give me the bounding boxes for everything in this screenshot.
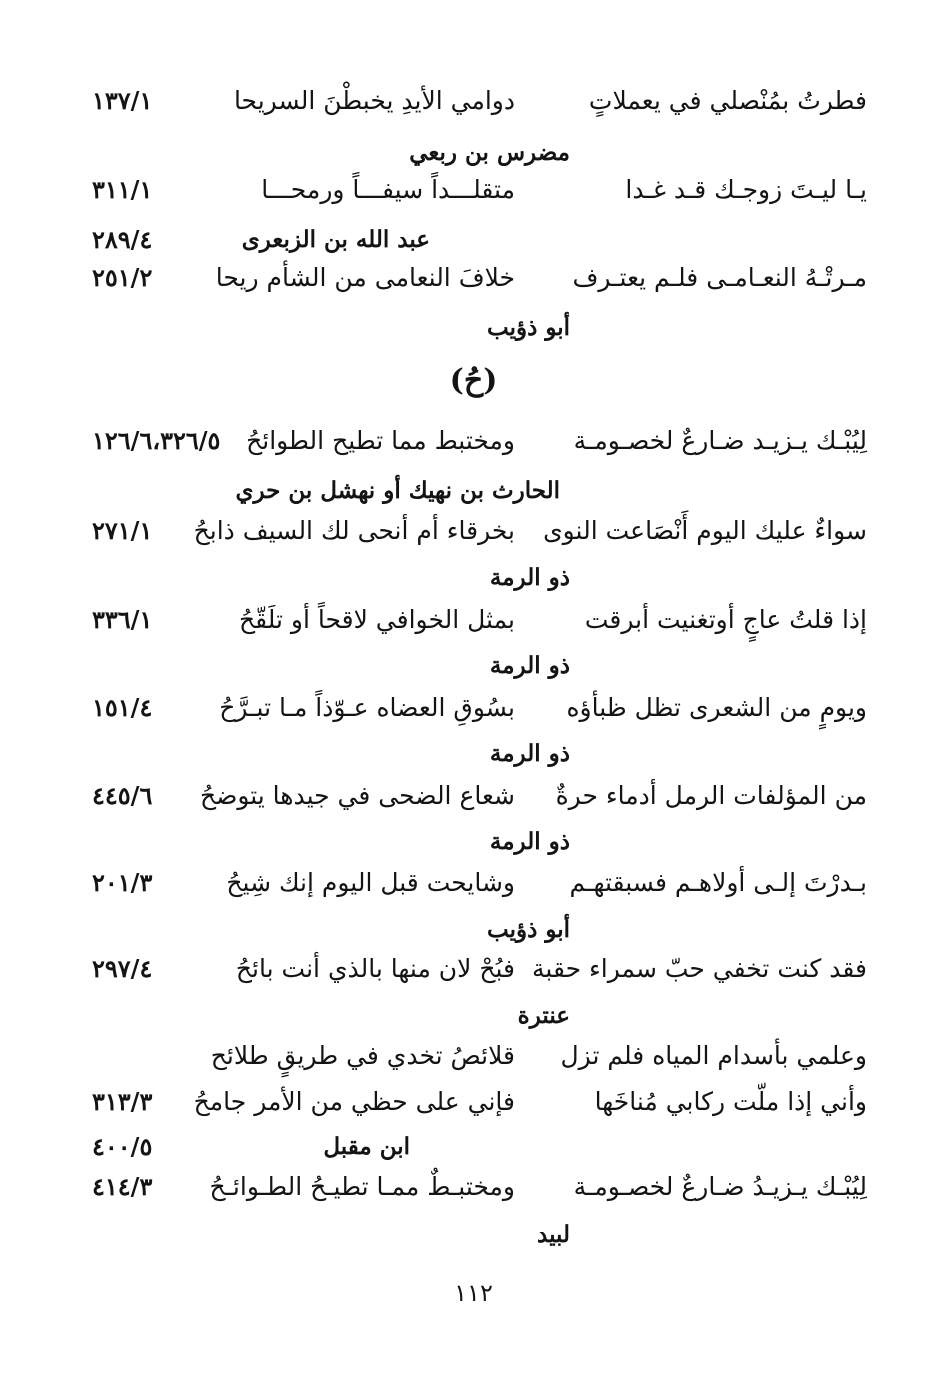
poet-name: لبيد — [537, 1221, 570, 1248]
section-letter-heading: (حُ) — [449, 363, 498, 398]
verse-reference: ١٥١/٤ — [92, 693, 153, 722]
verse-reference: ٣١٣/٣ — [92, 1087, 153, 1116]
verse-second-hemistich: بخرقاء أم أنحى لك السيف ذابحُ — [193, 516, 515, 545]
verse-reference: ٢٩٧/٤ — [92, 954, 153, 983]
verse-second-hemistich: قلائصُ تخدي في طريقٍ طلائح — [210, 1041, 515, 1070]
verse-second-hemistich: دوامي الأيدِ يخبطْنَ السريحا — [233, 86, 515, 115]
poet-name: ذو الرمة — [489, 740, 570, 767]
verse-first-hemistich: من المؤلفات الرمل أدماء حرةٌ — [555, 781, 867, 810]
verse-reference: ١٢٦/٦،٣٢٦/٥ — [92, 426, 221, 455]
poet-name: ذو الرمة — [489, 652, 570, 679]
verse-first-hemistich: بـدرْتَ إلـى أولاهـم فسبقتهـم — [569, 868, 867, 897]
verse-first-hemistich: لِيُبْـك يـزيـدُ ضـارعٌ لخصـومـة — [573, 1172, 867, 1201]
verse-reference: ٢٧١/١ — [92, 516, 153, 545]
verse-second-hemistich: بسُوقِ العضاه عـوّذاً مـا تبـرَّحُ — [219, 693, 515, 722]
verse-second-hemistich: وشايحت قبل اليوم إنك شِيحُ — [226, 868, 515, 897]
poet-name: ابن مقبل — [323, 1133, 410, 1160]
verse-first-hemistich: فطرتُ بمُنْصلي في يعملاتٍ — [588, 86, 867, 115]
verse-first-hemistich: لِيُبْـك يـزيـد ضـارعٌ لخصـومـة — [573, 426, 867, 455]
verse-second-hemistich: ومختبـطٌ ممـا تطيـحُ الطـوائـحُ — [209, 1172, 515, 1201]
verse-reference: ٢٨٩/٤ — [92, 225, 153, 254]
poet-name: عبد الله بن الزبعرى — [241, 226, 430, 253]
poet-name: أبو ذؤيب — [486, 314, 570, 341]
verse-reference: ٤١٤/٣ — [92, 1172, 153, 1201]
page-number: ١١٢ — [454, 1279, 493, 1307]
poet-name: ذو الرمة — [489, 564, 570, 591]
poet-name: مضرس بن ربعي — [409, 139, 570, 166]
verse-second-hemistich: فبُحْ لان منها بالذي أنت بائحُ — [235, 954, 515, 983]
verse-first-hemistich: سواءٌ عليك اليوم أَنْصَاعت النوى — [543, 516, 867, 545]
poet-name: الحارث بن نهيك أو نهشل بن حري — [235, 477, 560, 504]
verse-second-hemistich: فإني على حظي من الأمر جامحُ — [193, 1087, 515, 1116]
verse-second-hemistich: متقلـــداً سيفـــاً ورمحـــا — [261, 175, 515, 204]
verse-first-hemistich: وأني إذا ملّت ركابي مُناخَها — [594, 1087, 867, 1116]
verse-reference: ٣١١/١ — [92, 175, 153, 204]
verse-reference: ٣٣٦/١ — [92, 605, 153, 634]
verse-reference: ٤٤٥/٦ — [92, 781, 153, 810]
verse-first-hemistich: فقد كنت تخفي حبّ سمراء حقبة — [532, 954, 867, 983]
poet-name: أبو ذؤيب — [486, 916, 570, 943]
verse-first-hemistich: مـرتْـهُ النعـامـى فلـم يعتـرف — [572, 263, 867, 292]
verse-second-hemistich: بمثل الخوافي لاقحاً أو تلَقّحُ — [238, 605, 515, 634]
verse-reference: ٢٥١/٢ — [92, 263, 153, 292]
verse-reference: ٤٠٠/٥ — [92, 1132, 153, 1161]
verse-first-hemistich: إذا قلتُ عاجٍ أوتغنيت أبرقت — [584, 605, 867, 634]
poet-name: ذو الرمة — [489, 828, 570, 855]
verse-first-hemistich: وعلمي بأسدام المياه فلم تزل — [560, 1041, 867, 1070]
verse-first-hemistich: يـا ليـتَ زوجـك قـد غـدا — [625, 175, 867, 204]
poet-name: عنترة — [517, 1002, 570, 1029]
verse-second-hemistich: ومختبط مما تطيح الطوائحُ — [246, 426, 515, 455]
verse-reference: ٢٠١/٣ — [92, 868, 153, 897]
verse-second-hemistich: شعاع الضحى في جيدها يتوضحُ — [199, 781, 515, 810]
verse-second-hemistich: خلافَ النعامى من الشأم ريحا — [215, 263, 515, 292]
verse-first-hemistich: ويومٍ من الشعرى تظل ظبأؤه — [566, 693, 867, 722]
verse-reference: ١٣٧/١ — [92, 86, 153, 115]
